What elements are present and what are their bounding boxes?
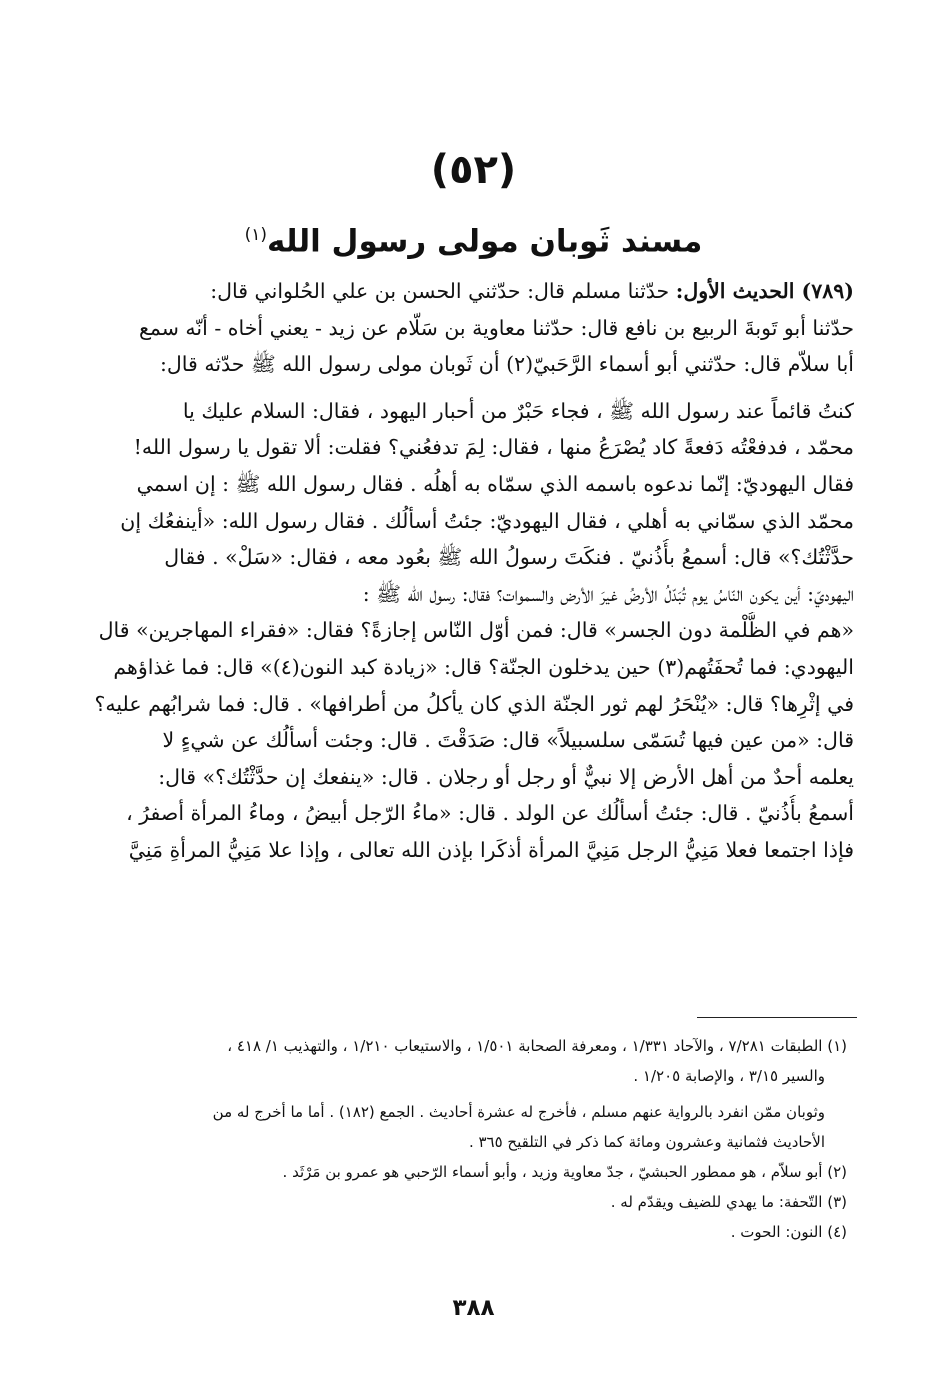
- chapter-title-text: مسند ثَوبان مولى رسول الله: [267, 223, 703, 260]
- text-line: فقال اليهوديّ: إنّما ندعوه باسمه الذي سمّاه به أهلُه . فقال رسول الله ﷺ : إن اسمي: [136, 471, 854, 496]
- text-line: حدَّثْتُك؟» قال: أسمعُ بأُذُنيّ . فنكَتَ رسولُ الله ﷺ بعُود معه ، فقال: «سَلْ» . فقال: [164, 545, 854, 570]
- footnote-4: (٤) النون: الحوت .: [730, 1223, 847, 1241]
- footnote-2: (٢) أبو سلاّم ، هو ممطور الحبشيّ ، جدّ معاوية وزيد ، وأبو أسماء الرّحبي هو عمرو بن مَرْثَد .: [282, 1163, 847, 1181]
- text-line: اليهودي: فما تُحفَتُهم(٣) حين يدخلون الجنّة؟ قال: «زيادة كبد النون(٤)» قال: فما غذاؤهم: [113, 654, 854, 679]
- text-line: قال: «من عين فيها تُسَمّى سلسبيلاً» قال: صَدَقْتَ . قال: وجئت أسألُك عن شيءٍ لا: [162, 728, 854, 753]
- text-line-content: حدّثنا مسلم قال: حدّثني الحسن بن علي الحُلواني قال:: [210, 279, 670, 303]
- chapter-number: (٥٢): [430, 147, 517, 193]
- chapter-title: [0, 213, 947, 263]
- text-line: محمّد الذي سمّاني به أهلي ، فقال اليهوديّ: جئتُ أسألُك . فقال رسول الله: «أينفعُك إن: [120, 508, 854, 533]
- text-line: كنتُ قائماً عند رسول الله ﷺ ، فجاء حَبْرٌ من أحبار اليهود ، فقال: السلام عليك يا: [182, 398, 854, 423]
- hadith-label: (٧٨٩) الحديث الأول:: [675, 279, 854, 303]
- text-line: [89, 273, 854, 310]
- text-line: «هم في الظُّلْمة دون الجسر» قال: فمن أوّل النّاس إجازةً؟ فقال: «فقراء المهاجرين» قال: [98, 618, 854, 643]
- title-footnote-ref: (١): [244, 225, 268, 245]
- footnotes: [92, 1031, 847, 1247]
- text-line: اليهوديّ: أين يكون النّاسُ يوم تُبَدّلُ الأرضُ غيرَ الأرض والسموات؟ فقال: رسول الله ﷺ :: [362, 581, 854, 606]
- footnote-1-line: وثوبان ممّن انفرد بالرواية عنهم مسلم ، فأخرج له عشرة أحاديث . الجمع (١٨٢) . أما ما أخرج له من: [212, 1103, 825, 1121]
- text-line: يعلمه أحدٌ من أهل الأرض إلا نبيٌّ أو رجل أو رجلان . قال: «ينفعك إن حدَّثْتُك؟» قال:: [158, 764, 854, 789]
- page-number: ٣٨٨: [452, 1295, 495, 1321]
- footnote-1-line: (١) الطبقات ٧/٢٨١ ، والآحاد ١/٣٣١ ، ومعرفة الصحابة ١/٥٠١ ، والاستيعاب ١/٢١٠ ، والتهذيب ١/ ٤١٨ ،: [227, 1037, 847, 1055]
- footnote-divider: [697, 1017, 857, 1018]
- footnote-1-line: والسير ٣/١٥ ، والإصابة ١/٢٠٥ .: [633, 1067, 825, 1085]
- footnote-3: (٣) التّحفة: ما يهدي للضيف ويقدّم له .: [610, 1193, 847, 1211]
- text-line: محمّد ، فدفعْتُه دَفعةً كاد يُصْرَعُ منها ، فقال: لِمَ تدفعُني؟ فقلت: ألا تقول يا رسول الله!: [133, 435, 854, 460]
- text-line: في إثْرِها؟ قال: «يُنْحَرُ لهم ثور الجنّة الذي كان يأكلُ من أطرافها» . قال: فما شرابُهم عليه؟: [94, 691, 854, 716]
- text-line: حدّثنا أبو تَوبةَ الربيع بن نافع قال: حدّثنا معاوية بن سَلّام عن زيد - يعني أخاه - أنّه سمع: [138, 315, 854, 340]
- text-line: أسمعُ بأُذُنيّ . قال: جئتُ أسألُك عن الولد . قال: «ماءُ الرّجل أبيضُ ، وماءُ المرأة أصفرُ ،: [126, 801, 854, 826]
- footnote-1-line: الأحاديث فثمانية وعشرون ومائة كما ذكر في التلقيح ٣٦٥ .: [468, 1133, 825, 1151]
- paragraph-gap: [89, 383, 854, 393]
- hadith-text: [89, 273, 854, 869]
- text-line: أبا سلاّم قال: حدّثني أبو أسماء الرَّحَبيّ(٢) أن ثَوبان مولى رسول الله ﷺ حدّثه قال:: [159, 352, 854, 377]
- text-line: فإذا اجتمعا فعلا مَنِيُّ الرجل مَنِيَّ المرأة أذكَرا بإذن الله تعالى ، وإذا علا مَنِيُّ المرأةِ مَنِيَّ: [128, 837, 854, 862]
